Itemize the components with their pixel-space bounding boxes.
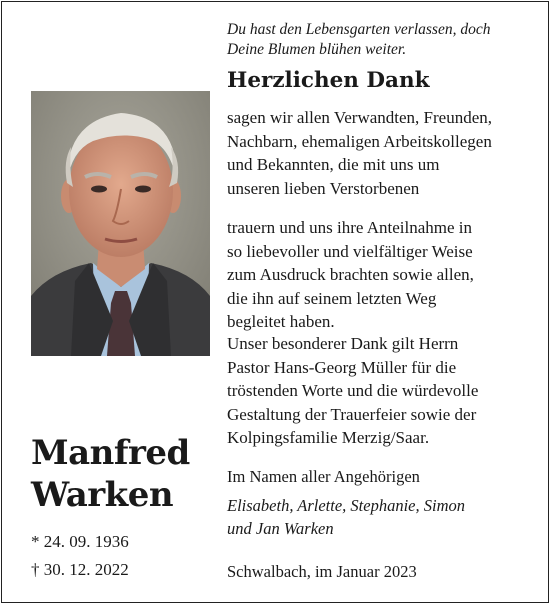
text-line: Gestaltung der Trauerfeier sowie der <box>227 404 477 424</box>
text-line: Kolpingsfamilie Merzig/Saar. <box>227 428 430 447</box>
death-date: † 30. 12. 2022 <box>31 560 129 579</box>
family-names <box>227 494 465 540</box>
closing-line: Im Namen aller Angehörigen <box>227 467 420 486</box>
text-line: sagen wir allen Verwandten, Freunden, <box>227 108 492 127</box>
text-line: unseren lieben Verstorbenen <box>227 178 420 198</box>
names-line: Elisabeth, Arlette, Stephanie, Simon <box>227 496 465 515</box>
thanks-paragraph-3 <box>227 332 542 450</box>
place-date: Schwalbach, im Januar 2023 <box>227 562 417 581</box>
text-line: begleitet haben. <box>227 312 335 331</box>
portrait-photo <box>31 91 210 356</box>
motto <box>227 20 537 60</box>
text-line: Unser besonderer Dank gilt Herrn <box>227 334 459 353</box>
last-name: Warken <box>31 475 174 515</box>
text-line: die ihn auf seinem letzten Weg <box>227 288 437 308</box>
text-line: Nachbarn, ehemaligen Arbeitskollegen <box>227 131 492 151</box>
deceased-name <box>31 432 190 516</box>
first-name: Manfred <box>31 433 190 473</box>
life-dates <box>31 528 129 584</box>
text-line: und Bekannten, die mit uns um <box>227 155 440 174</box>
names-line: und Jan Warken <box>227 519 334 538</box>
text-line: zum Ausdruck brachten sowie allen, <box>227 265 474 284</box>
motto-line: Du hast den Lebensgarten verlassen, doch <box>227 21 491 38</box>
thanks-paragraph-2 <box>227 216 542 334</box>
birth-date: * 24. 09. 1936 <box>31 532 129 551</box>
text-line: Pastor Hans-Georg Müller für die <box>227 357 457 377</box>
thanks-paragraph-1 <box>227 106 542 200</box>
text-line: so liebevoller und vielfältiger Weise <box>227 241 473 261</box>
text-line: tröstenden Worte und die würdevolle <box>227 381 479 400</box>
motto-line: Deine Blumen blühen weiter. <box>227 41 407 58</box>
text-line: trauern und uns ihre Anteilnahme in <box>227 218 473 237</box>
heading: Herzlichen Dank <box>227 68 430 93</box>
